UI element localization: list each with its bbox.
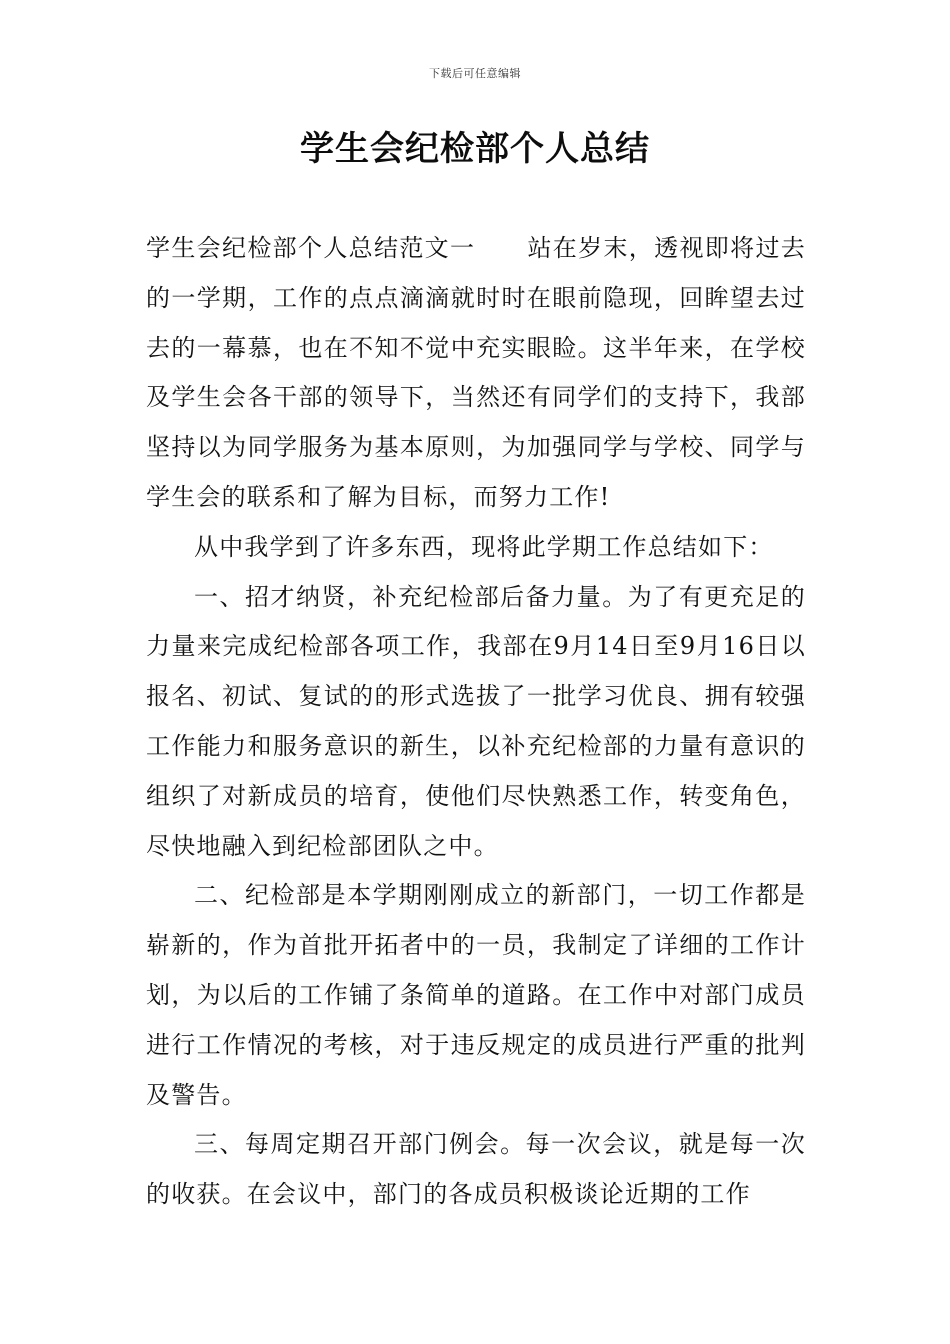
paragraph-summary-lead: 从中我学到了许多东西，现将此学期工作总结如下： bbox=[194, 532, 774, 561]
paragraph-item-1: 一、招才纳贤，补充纪检部后备力量。为了有更充足的力量来完成纪检部各项工作，我部在9月14日至9月16日以报名、初试、复试的的形式选拔了一批学习优良、拥有较强工作能力和服务意识的新生，以补充纪检部的力量有意识的组织了对新成员的培育，使他们尽快熟悉工作，转变角色，尽快地融入到纪检部团队之中。 bbox=[146, 582, 806, 860]
paragraph-item-3: 三、每周定期召开部门例会。每一次会议，就是每一次的收获。在会议中，部门的各成员积极谈论近期的工作 bbox=[146, 1130, 806, 1209]
document-body bbox=[146, 224, 806, 1220]
document-title: 学生会纪检部个人总结 bbox=[300, 129, 650, 169]
intro-paragraph bbox=[146, 224, 806, 523]
intro-text: 站在岁末，透视即将过去的一学期，工作的点点滴滴就时时在眼前隐现，回眸望去过去的一幕慕，也在不知不觉中充实眼睑。这半年来，在学校及学生会各干部的领导下，当然还有同学们的支持下，我部坚持以为同学服务为基本原则，为加强同学与学校、同学与学生会的联系和了解为目标，而努力工作! bbox=[146, 234, 806, 511]
paragraph-item-2: 二、纪检部是本学期刚刚成立的新部门，一切工作都是崭新的，作为首批开拓者中的一员，我制定了详细的工作计划，为以后的工作铺了条简单的道路。在工作中对部门成员进行工作情况的考核，对于违反规定的成员进行严重的批判及警告。 bbox=[146, 881, 806, 1109]
header-note: 下载后可任意编辑 bbox=[429, 67, 521, 80]
intro-label: 学生会纪检部个人总结范文一 bbox=[146, 234, 476, 262]
